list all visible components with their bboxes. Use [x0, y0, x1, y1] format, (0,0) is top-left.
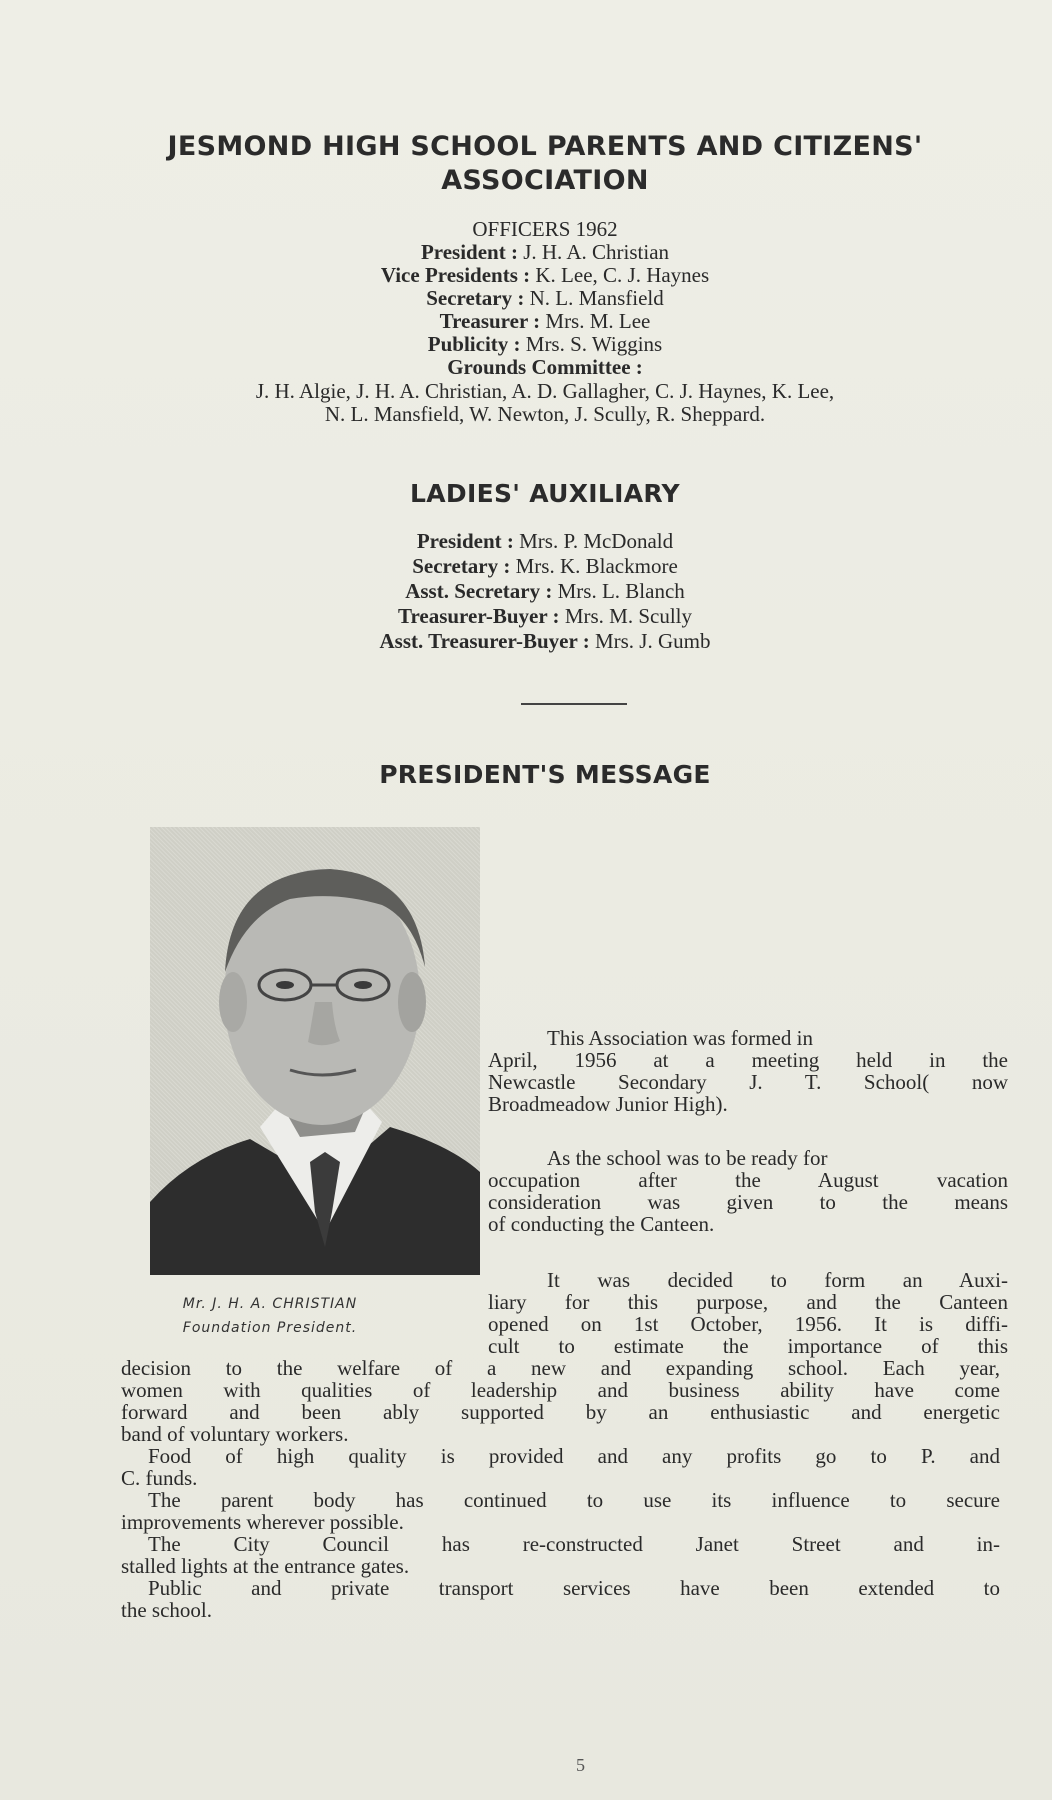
message-line: occupation after the August vacation [488, 1168, 1008, 1192]
president-portrait [150, 827, 480, 1275]
association-title [150, 130, 940, 198]
auxiliary-heading: LADIES' AUXILIARY [410, 479, 680, 508]
message-line: It was decided to form an Auxi- [547, 1268, 1008, 1292]
auxiliary-row: Treasurer-Buyer : Mrs. M. Scully [398, 604, 692, 628]
officers-heading: OFFICERS 1962 [472, 217, 618, 241]
auxiliary-row: Secretary : Mrs. K. Blackmore [412, 554, 678, 578]
message-line: of conducting the Canteen. [488, 1212, 715, 1236]
officer-row: Treasurer : Mrs. M. Lee [439, 309, 651, 333]
message-line: April, 1956 at a meeting held in the [488, 1048, 1008, 1072]
message-line: improvements wherever possible. [121, 1510, 404, 1534]
message-line: Broadmeadow Junior High). [488, 1092, 728, 1116]
message-line: opened on 1st October, 1956. It is diffi- [488, 1312, 1008, 1336]
officer-row: Publicity : Mrs. S. Wiggins [427, 332, 663, 356]
message-line: liary for this purpose, and the Canteen [488, 1290, 1008, 1314]
message-line: decision to the welfare of a new and expanding school. Each year, [121, 1356, 1000, 1380]
message-line: Food of high quality is provided and any profits go to P. and [148, 1444, 1000, 1468]
section-divider [521, 703, 627, 705]
message-line: forward and been ably supported by an enthusiastic and energetic [121, 1400, 1000, 1424]
auxiliary-row: Asst. Treasurer-Buyer : Mrs. J. Gumb [379, 629, 711, 653]
message-line: The parent body has continued to use its influence to secure [148, 1488, 1000, 1512]
officer-row: Secretary : N. L. Mansfield [426, 286, 664, 310]
message-line: This Association was formed in [547, 1026, 813, 1050]
message-line: Public and private transport services have been extended to [148, 1576, 1000, 1600]
message-line: the school. [121, 1598, 212, 1622]
auxiliary-row: President : Mrs. P. McDonald [416, 529, 674, 553]
grounds-committee-line-1: J. H. Algie, J. H. A. Christian, A. D. Gallagher, C. J. Haynes, K. Lee, [255, 379, 835, 403]
title-line-1: JESMOND HIGH SCHOOL PARENTS AND CITIZENS' [167, 131, 923, 162]
message-heading: PRESIDENT'S MESSAGE [379, 760, 711, 789]
photo-caption-title: Foundation President. [182, 1320, 358, 1336]
title-line-2: ASSOCIATION [441, 165, 649, 196]
message-line: consideration was given to the means [488, 1190, 1008, 1214]
message-line: C. funds. [121, 1466, 198, 1490]
message-line: band of voluntary workers. [121, 1422, 349, 1446]
officer-row: President : J. H. A. Christian [420, 240, 670, 264]
photo-caption-name: Mr. J. H. A. CHRISTIAN [182, 1296, 358, 1312]
message-line: women with qualities of leadership and business ability have come [121, 1378, 1000, 1402]
grounds-committee-line-2: N. L. Mansfield, W. Newton, J. Scully, R. Sheppard. [324, 402, 766, 426]
message-line: cult to estimate the importance of this [488, 1334, 1008, 1358]
message-line: stalled lights at the entrance gates. [121, 1554, 410, 1578]
message-line: Newcastle Secondary J. T. School( now [488, 1070, 1008, 1094]
message-line: The City Council has re-constructed Janet Street and in- [148, 1532, 1000, 1556]
message-line: As the school was to be ready for [547, 1146, 828, 1170]
officer-row: Vice Presidents : K. Lee, C. J. Haynes [380, 263, 710, 287]
auxiliary-row: Asst. Secretary : Mrs. L. Blanch [405, 579, 685, 603]
grounds-committee-label: Grounds Committee : [447, 355, 643, 379]
page-number: 5 [576, 1755, 585, 1775]
